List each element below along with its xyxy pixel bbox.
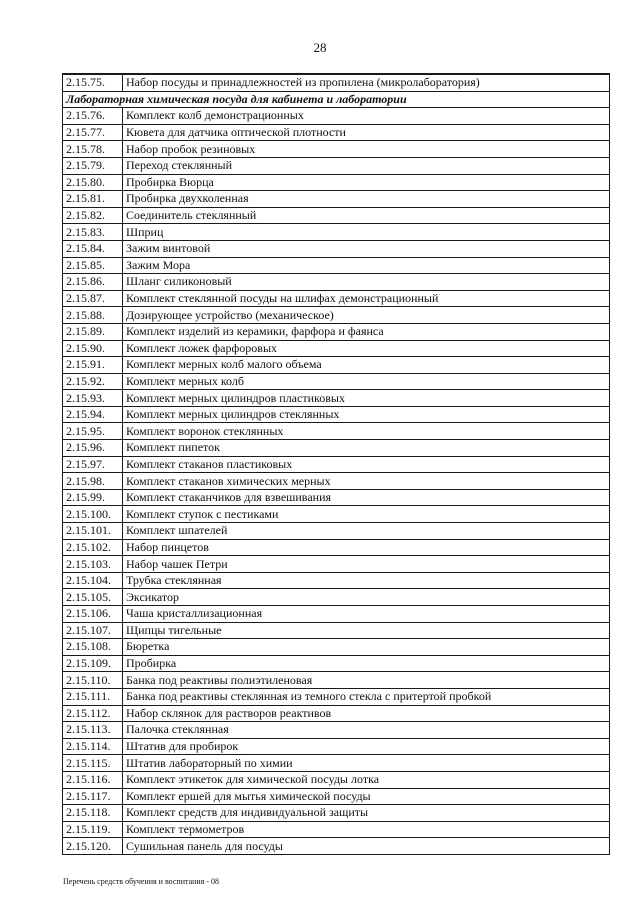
table-row [63,771,610,788]
table-row [63,157,610,174]
item-number: 2.15.81. [63,191,123,208]
item-name: Комплект воронок стеклянных [123,423,610,440]
item-number: 2.15.98. [63,473,123,490]
item-name: Штатив для пробирок [123,738,610,755]
item-number: 2.15.83. [63,224,123,241]
table-row [63,755,610,772]
item-number: 2.15.99. [63,489,123,506]
item-name: Банка под реактивы стеклянная из темного стекла с притертой пробкой [123,688,610,705]
item-name: Набор пинцетов [123,539,610,556]
item-number: 2.15.115. [63,755,123,772]
item-number: 2.15.84. [63,240,123,257]
item-number: 2.15.107. [63,622,123,639]
table-row [63,456,610,473]
item-name: Комплект мерных цилиндров стеклянных [123,406,610,423]
table-row [63,340,610,357]
table-row [63,74,610,91]
table-row [63,274,610,291]
section-title: Лабораторная химическая посуда для кабинета и лаборатории [63,91,610,108]
item-number: 2.15.101. [63,523,123,540]
item-name: Комплект этикеток для химической посуды лотка [123,771,610,788]
table-row [63,506,610,523]
item-number: 2.15.118. [63,805,123,822]
item-number: 2.15.116. [63,771,123,788]
table-row [63,489,610,506]
item-number: 2.15.88. [63,307,123,324]
item-number: 2.15.114. [63,738,123,755]
item-name: Пробирка [123,655,610,672]
table-row [63,672,610,689]
item-number: 2.15.87. [63,290,123,307]
table-row [63,290,610,307]
section-header-row [63,91,610,108]
item-number: 2.15.90. [63,340,123,357]
item-name: Зажим винтовой [123,240,610,257]
table-row [63,440,610,457]
table-row [63,373,610,390]
item-number: 2.15.78. [63,141,123,158]
item-name: Комплект ступок с пестиками [123,506,610,523]
item-name: Комплект шпателей [123,523,610,540]
item-number: 2.15.109. [63,655,123,672]
table-row [63,357,610,374]
item-number: 2.15.85. [63,257,123,274]
item-name: Трубка стеклянная [123,572,610,589]
item-number: 2.15.96. [63,440,123,457]
item-number: 2.15.105. [63,589,123,606]
item-name: Переход стеклянный [123,157,610,174]
item-name: Комплект стеклянной посуды на шлифах демонстрационный [123,290,610,307]
table-row [63,705,610,722]
table-row [63,523,610,540]
item-number: 2.15.111. [63,688,123,705]
table-row [63,124,610,141]
item-name: Бюретка [123,639,610,656]
table-row [63,207,610,224]
item-name: Комплект мерных цилиндров пластиковых [123,390,610,407]
item-name: Комплект ершей для мытья химической посуды [123,788,610,805]
item-number: 2.15.82. [63,207,123,224]
item-number: 2.15.77. [63,124,123,141]
item-number: 2.15.104. [63,572,123,589]
item-name: Комплект мерных колб [123,373,610,390]
table-row [63,191,610,208]
item-name: Соединитель стеклянный [123,207,610,224]
item-name: Штатив лабораторный по химии [123,755,610,772]
item-name: Комплект стаканчиков для взвешивания [123,489,610,506]
equipment-table-body [63,74,610,854]
table-row [63,788,610,805]
table-row [63,141,610,158]
table-row [63,406,610,423]
table-row [63,224,610,241]
item-name: Пробирка двухколенная [123,191,610,208]
table-row [63,390,610,407]
table-row [63,821,610,838]
item-number: 2.15.112. [63,705,123,722]
table-row [63,589,610,606]
item-name: Пробирка Вюрца [123,174,610,191]
table-row [63,622,610,639]
item-number: 2.15.89. [63,323,123,340]
table-row [63,174,610,191]
item-number: 2.15.102. [63,539,123,556]
item-name: Эксикатор [123,589,610,606]
item-number: 2.15.94. [63,406,123,423]
table-row [63,473,610,490]
table-row [63,805,610,822]
item-number: 2.15.120. [63,838,123,855]
item-name: Набор посуды и принадлежностей из пропилена (микролаборатория) [123,74,610,91]
table-row [63,655,610,672]
item-number: 2.15.103. [63,556,123,573]
table-row [63,838,610,855]
table-row [63,539,610,556]
item-name: Набор пробок резиновых [123,141,610,158]
page-number: 28 [313,40,327,55]
item-number: 2.15.75. [63,74,123,91]
item-name: Сушильная панель для посуды [123,838,610,855]
table-row [63,738,610,755]
item-number: 2.15.86. [63,274,123,291]
item-number: 2.15.106. [63,606,123,623]
item-name: Палочка стеклянная [123,722,610,739]
table-row [63,572,610,589]
item-name: Комплект термометров [123,821,610,838]
item-name: Щипцы тигельные [123,622,610,639]
item-number: 2.15.79. [63,157,123,174]
item-name: Банка под реактивы полиэтиленовая [123,672,610,689]
item-name: Набор склянок для растворов реактивов [123,705,610,722]
table-row [63,257,610,274]
table-row [63,240,610,257]
table-row [63,108,610,125]
item-name: Шприц [123,224,610,241]
item-number: 2.15.92. [63,373,123,390]
table-row [63,688,610,705]
table-row [63,423,610,440]
table-row [63,323,610,340]
item-name: Комплект пипеток [123,440,610,457]
item-name: Комплект средств для индивидуальной защиты [123,805,610,822]
item-name: Комплект стаканов пластиковых [123,456,610,473]
table-row [63,307,610,324]
item-name: Чаша кристаллизационная [123,606,610,623]
table-row [63,606,610,623]
item-number: 2.15.113. [63,722,123,739]
item-name: Комплект колб демонстрационных [123,108,610,125]
item-number: 2.15.97. [63,456,123,473]
item-name: Зажим Мора [123,257,610,274]
item-name: Комплект мерных колб малого объема [123,357,610,374]
item-number: 2.15.108. [63,639,123,656]
item-name: Набор чашек Петри [123,556,610,573]
item-name: Кювета для датчика оптической плотности [123,124,610,141]
table-row [63,722,610,739]
item-name: Комплект изделий из керамики, фарфора и фаянса [123,323,610,340]
page-footer: Перечень средств обучения и воспитания - 08 [63,877,220,886]
item-name: Дозирующее устройство (механическое) [123,307,610,324]
table-row [63,556,610,573]
item-number: 2.15.117. [63,788,123,805]
item-number: 2.15.95. [63,423,123,440]
item-number: 2.15.100. [63,506,123,523]
item-number: 2.15.76. [63,108,123,125]
table-row [63,639,610,656]
item-number: 2.15.91. [63,357,123,374]
item-name: Комплект ложек фарфоровых [123,340,610,357]
item-name: Комплект стаканов химических мерных [123,473,610,490]
item-number: 2.15.93. [63,390,123,407]
item-number: 2.15.80. [63,174,123,191]
item-name: Шланг силиконовый [123,274,610,291]
item-number: 2.15.119. [63,821,123,838]
equipment-table [62,73,610,855]
item-number: 2.15.110. [63,672,123,689]
